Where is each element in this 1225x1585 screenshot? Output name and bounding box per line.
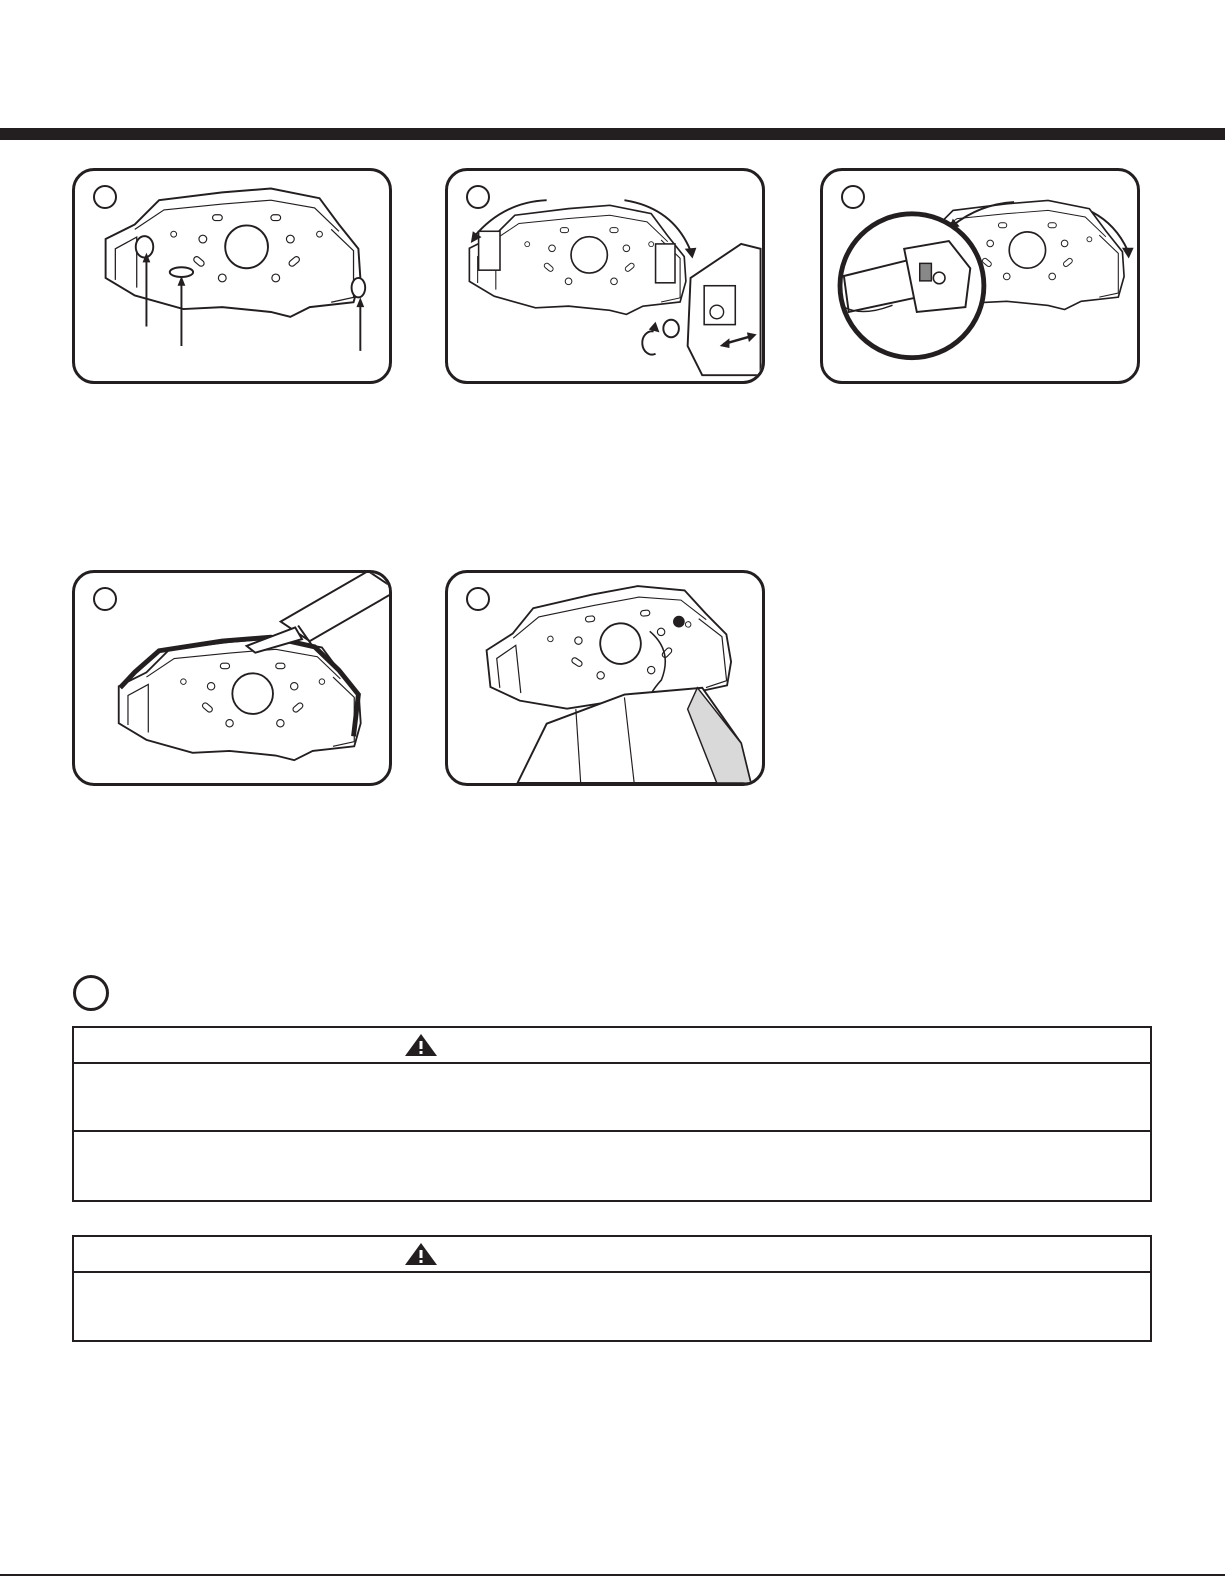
figure-1-illustration <box>75 171 389 381</box>
figure-3-panel <box>820 168 1140 384</box>
figure-5-illustration <box>448 573 762 783</box>
figure-3-illustration <box>823 171 1137 381</box>
warning-header <box>74 1237 1150 1273</box>
figure-number-badge <box>93 587 117 611</box>
warning-triangle-icon <box>404 1033 438 1057</box>
figure-number-badge <box>93 185 117 209</box>
warning-box-2 <box>72 1235 1152 1342</box>
figure-5-panel <box>445 570 765 786</box>
warning-header <box>74 1028 1150 1064</box>
warning-row <box>74 1064 1150 1132</box>
figure-4-illustration <box>75 573 389 783</box>
header-rule <box>0 128 1225 140</box>
figure-number-badge <box>466 587 490 611</box>
twist-arrow <box>642 331 655 354</box>
step-number-badge <box>73 975 109 1011</box>
footer-rule <box>0 1574 1225 1576</box>
figure-2-illustration <box>448 171 762 381</box>
figure-4-panel <box>72 570 392 786</box>
warning-box-1 <box>72 1026 1152 1202</box>
warning-triangle-icon <box>404 1242 438 1266</box>
figure-number-badge <box>466 185 490 209</box>
figure-number-badge <box>841 185 865 209</box>
warning-row <box>74 1273 1150 1339</box>
figure-2-panel <box>445 168 765 384</box>
warning-row <box>74 1132 1150 1198</box>
figure-1-panel <box>72 168 392 384</box>
